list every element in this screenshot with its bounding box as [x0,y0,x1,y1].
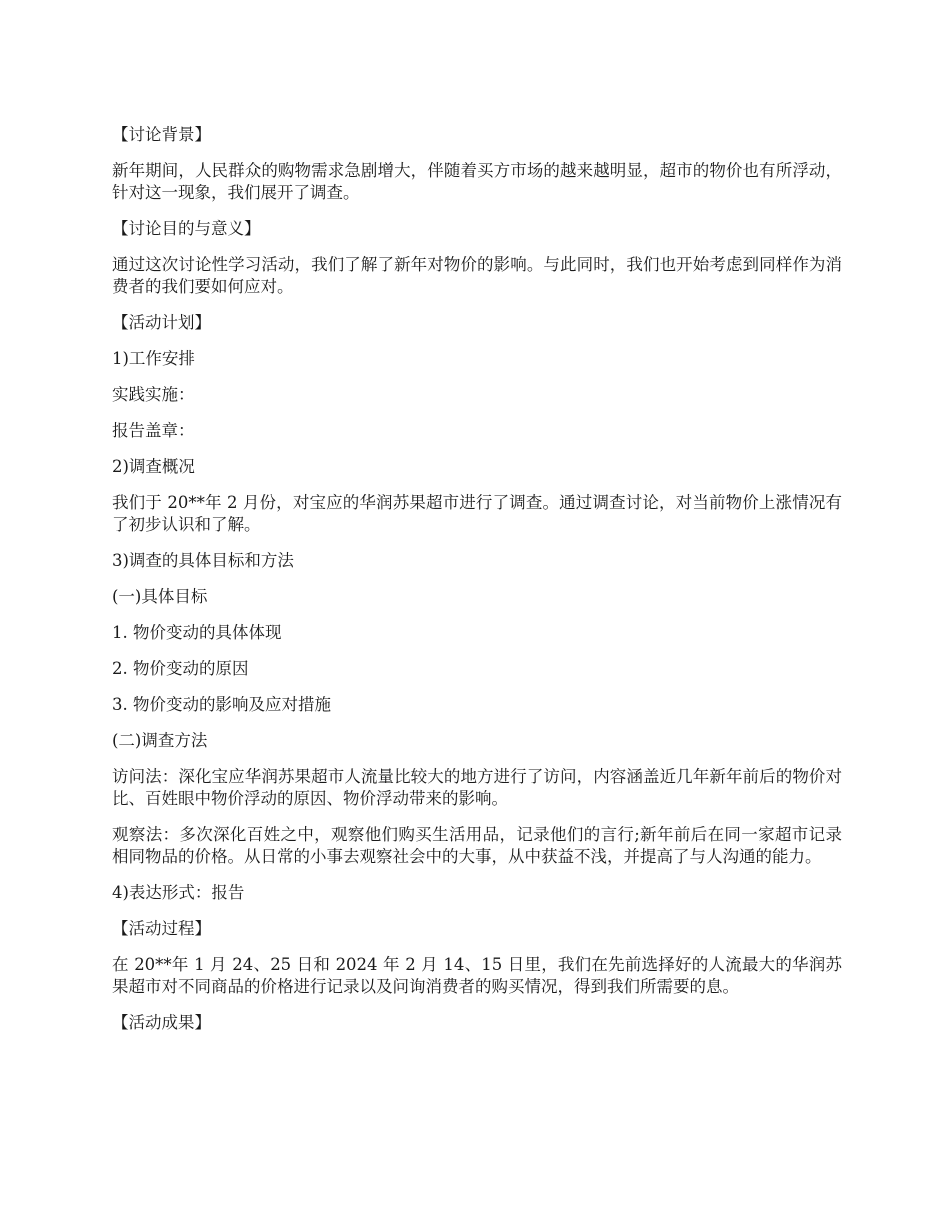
section-heading-results: 【活动成果】 [112,1013,211,1032]
section-heading-process: 【活动过程】 [112,919,211,938]
subheading-goals-methods: 3)调查的具体目标和方法 [112,551,294,570]
section-heading-plan: 【活动计划】 [112,313,211,332]
paragraph-observation-method: 观察法：多次深化百姓之中，观察他们购买生活用品，记录他们的言行;新年前后在同一家超市记录相同物品的价格。从日常的小事去观察社会中的大事，从中获益不浅，并提高了与人沟通的能力。 [112,825,842,866]
subheading-specific-goals: (一)具体目标 [112,587,208,606]
subheading-survey-methods: (二)调查方法 [112,731,208,750]
paragraph-interview-method: 访问法：深化宝应华润苏果超市人流量比较大的地方进行了访问，内容涵盖近几年新年前后的物价对比、百姓眼中物价浮动的原因、物价浮动带来的影响。 [112,767,842,808]
section-heading-background: 【讨论背景】 [112,125,211,144]
paragraph-process-text: 在 20**年 1 月 24、25 日和 2024 年 2 月 14、15 日里，我们在先前选择好的人流最大的华润苏果超市对不同商品的价格进行记录以及问询消费者的购买情况，得到我们所需要的息。 [112,955,842,996]
paragraph-purpose-text: 通过这次讨论性学习活动，我们了解了新年对物价的影响。与此同时，我们也开始考虑到同样作为消费者的我们要如何应对。 [112,255,842,296]
paragraph-background-text: 新年期间，人民群众的购物需求急剧增大，伴随着买方市场的越来越明显，超市的物价也有所浮动，针对这一现象，我们展开了调查。 [112,161,842,202]
list-item-goal-3: 3. 物价变动的影响及应对措施 [112,695,331,714]
list-item-goal-2: 2. 物价变动的原因 [112,659,249,678]
line-report-seal: 报告盖章： [112,421,195,440]
list-item-goal-1: 1. 物价变动的具体体现 [112,623,282,642]
document-page [112,124,842,1048]
subheading-survey-overview: 2)调查概况 [112,457,195,476]
section-heading-purpose: 【讨论目的与意义】 [112,219,261,238]
line-implementation: 实践实施： [112,385,195,404]
subheading-expression-form: 4)表达形式：报告 [112,883,245,902]
paragraph-survey-overview: 我们于 20**年 2 月份，对宝应的华润苏果超市进行了调查。通过调查讨论，对当前物价上涨情况有了初步认识和了解。 [112,493,842,534]
subheading-work-arrangement: 1)工作安排 [112,349,195,368]
